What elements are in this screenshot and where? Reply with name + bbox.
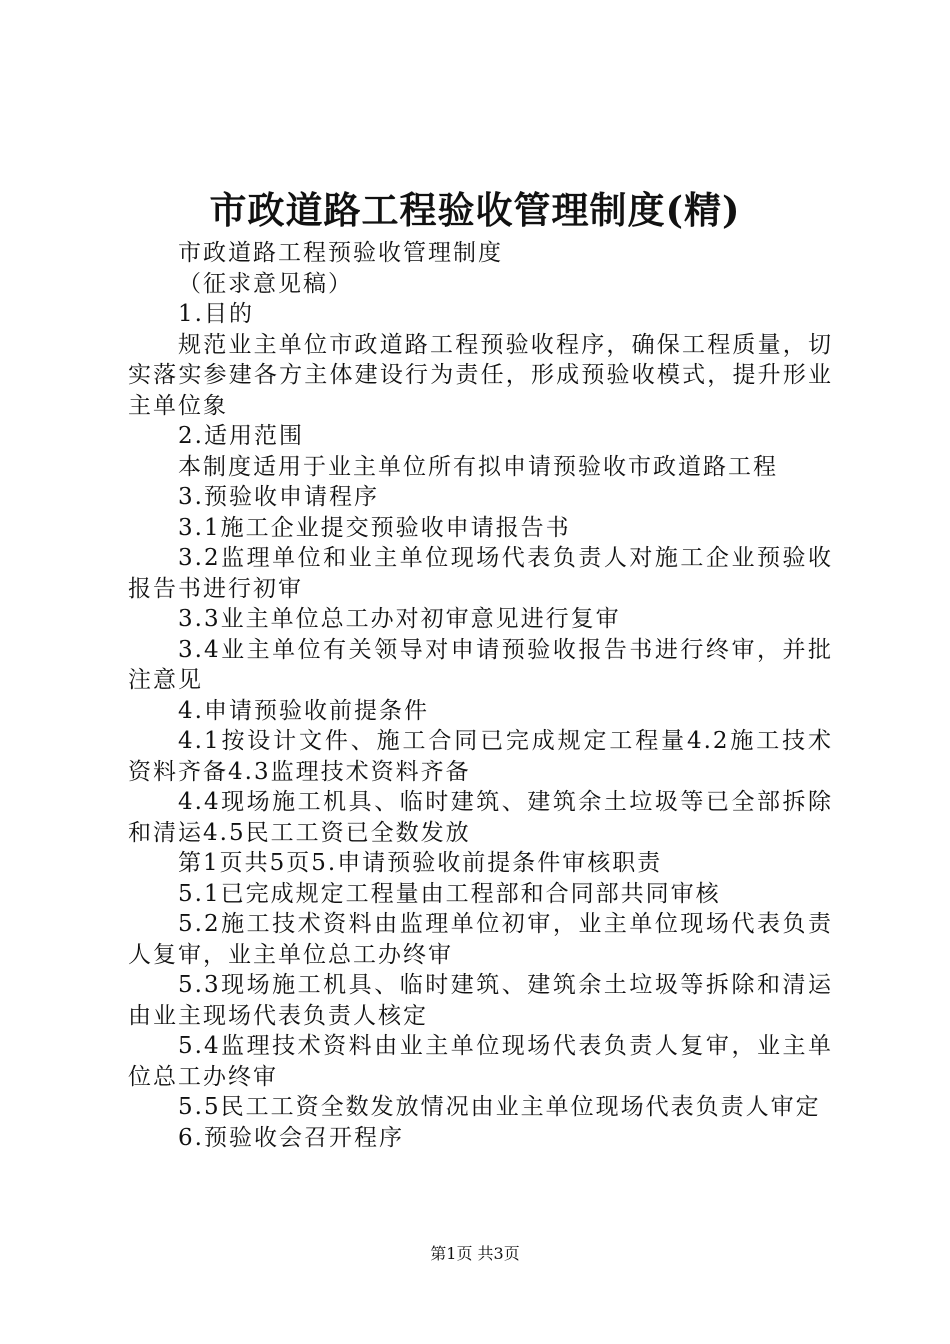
document-body — [128, 238, 833, 1153]
paragraph-5-3: 5.3现场施工机具、临时建筑、建筑余土垃圾等拆除和清运由业主现场代表负责人核定 — [128, 972, 833, 1029]
paragraph-5-2: 5.2施工技术资料由监理单位初审，业主单位现场代表负责人复审，业主单位总工办终审 — [128, 911, 833, 968]
page-footer: 第1页 共3页 — [430, 1244, 520, 1263]
paragraph-purpose: 规范业主单位市政道路工程预验收程序，确保工程质量，切实落实参建各方主体建设行为责任，形成预验收模式，提升形业主单位象 — [128, 331, 833, 419]
paragraph-4-4: 4.4现场施工机具、临时建筑、建筑余土垃圾等已全部拆除和清运4.5民工工资已全数发放 — [128, 789, 833, 846]
paragraph-3-2: 3.2监理单位和业主单位现场代表负责人对施工企业预验收报告书进行初审 — [128, 545, 833, 602]
paragraph-section-4: 4.申请预验收前提条件 — [178, 697, 429, 724]
paragraph-scope: 本制度适用于业主单位所有拟申请预验收市政道路工程 — [178, 453, 778, 480]
paragraph-3-1: 3.1施工企业提交预验收申请报告书 — [178, 514, 571, 541]
paragraph-3-3: 3.3业主单位总工办对初审意见进行复审 — [178, 606, 621, 632]
paragraph-3-4: 3.4业主单位有关领导对申请预验收报告书进行终审，并批注意见 — [128, 636, 833, 693]
paragraph-5-5: 5.5民工工资全数发放情况由业主单位现场代表负责人审定 — [178, 1094, 821, 1120]
paragraph-heading: 市政道路工程预验收管理制度 — [178, 240, 503, 266]
paragraph-4-1: 4.1按设计文件、施工合同已完成规定工程量4.2施工技术资料齐备4.3监理技术资料齐备 — [128, 728, 833, 785]
paragraph-5-1: 5.1已完成规定工程量由工程部和合同部共同审核 — [178, 880, 721, 907]
paragraph-section-6: 6.预验收会召开程序 — [178, 1124, 404, 1151]
paragraph-section-1: 1.目的 — [178, 301, 254, 327]
document-title: 市政道路工程验收管理制度(精) — [209, 188, 741, 232]
paragraph-draft-note: （征求意见稿） — [178, 270, 353, 297]
paragraph-5-4: 5.4监理技术资料由业主单位现场代表负责人复审，业主单位总工办终审 — [128, 1033, 833, 1090]
paragraph-section-2: 2.适用范围 — [178, 423, 304, 449]
paragraph-section-5: 第1页共5页5.申请预验收前提条件审核职责 — [178, 850, 663, 876]
paragraph-section-3: 3.预验收申请程序 — [178, 484, 379, 510]
